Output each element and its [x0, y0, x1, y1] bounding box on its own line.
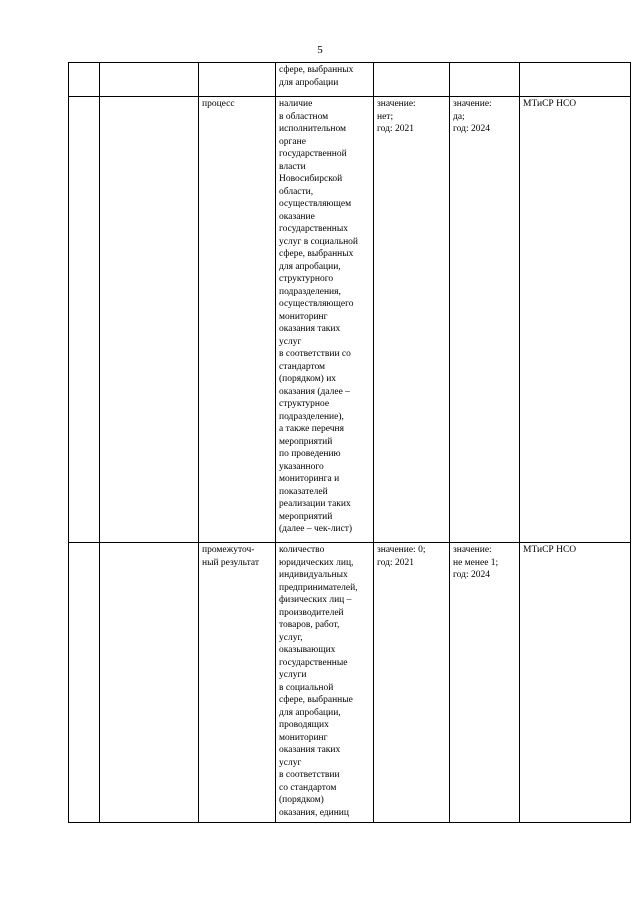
responsible-cell: МТиСР НСО	[520, 543, 631, 823]
description-cell: количество юридических лиц, индивидуальных предпринимателей, физических лиц – производителей товаров, работ, услуг, оказывающих государственные услуги в социальной сфере, выбранные для апробации, проводящих мониторинг оказания таких услуг в соответствии со стандартом (порядком) оказания, единиц	[276, 543, 374, 823]
target-cell: значение: не менее 1; год: 2024	[450, 543, 520, 823]
number-cell	[69, 97, 100, 543]
stage-cell: процесс	[199, 97, 276, 543]
target-cell	[450, 63, 520, 97]
number-cell	[69, 543, 100, 823]
task-cell	[100, 543, 199, 823]
number-cell	[69, 63, 100, 97]
page-number: 5	[317, 44, 323, 56]
table-row	[69, 97, 631, 543]
indicators-table	[68, 62, 631, 823]
stage-cell: промежуточ- ный результат	[199, 543, 276, 823]
baseline-cell	[374, 63, 450, 97]
table-row	[69, 63, 631, 97]
task-cell	[100, 97, 199, 543]
description-cell: наличие в областном исполнительном органе государственной власти Новосибирской области, осуществляющем оказание государственных услуг в социальной сфере, выбранных для апробации, структурного подразделения, осуществляющего мониторинг оказания таких услуг в соответствии со стандартом (порядком) их оказания (далее – структурное подразделение), а также перечня мероприятий по проведению указанного мониторинга и показателей реализации таких мероприятий (далее – чек-лист)	[276, 97, 374, 543]
stage-cell	[199, 63, 276, 97]
responsible-cell	[520, 63, 631, 97]
target-cell: значение: да; год: 2024	[450, 97, 520, 543]
baseline-cell: значение: 0; год: 2021	[374, 543, 450, 823]
responsible-cell: МТиСР НСО	[520, 97, 631, 543]
task-cell	[100, 63, 199, 97]
description-cell: сфере, выбранных для апробации	[276, 63, 374, 97]
baseline-cell: значение: нет; год: 2021	[374, 97, 450, 543]
table-row	[69, 543, 631, 823]
